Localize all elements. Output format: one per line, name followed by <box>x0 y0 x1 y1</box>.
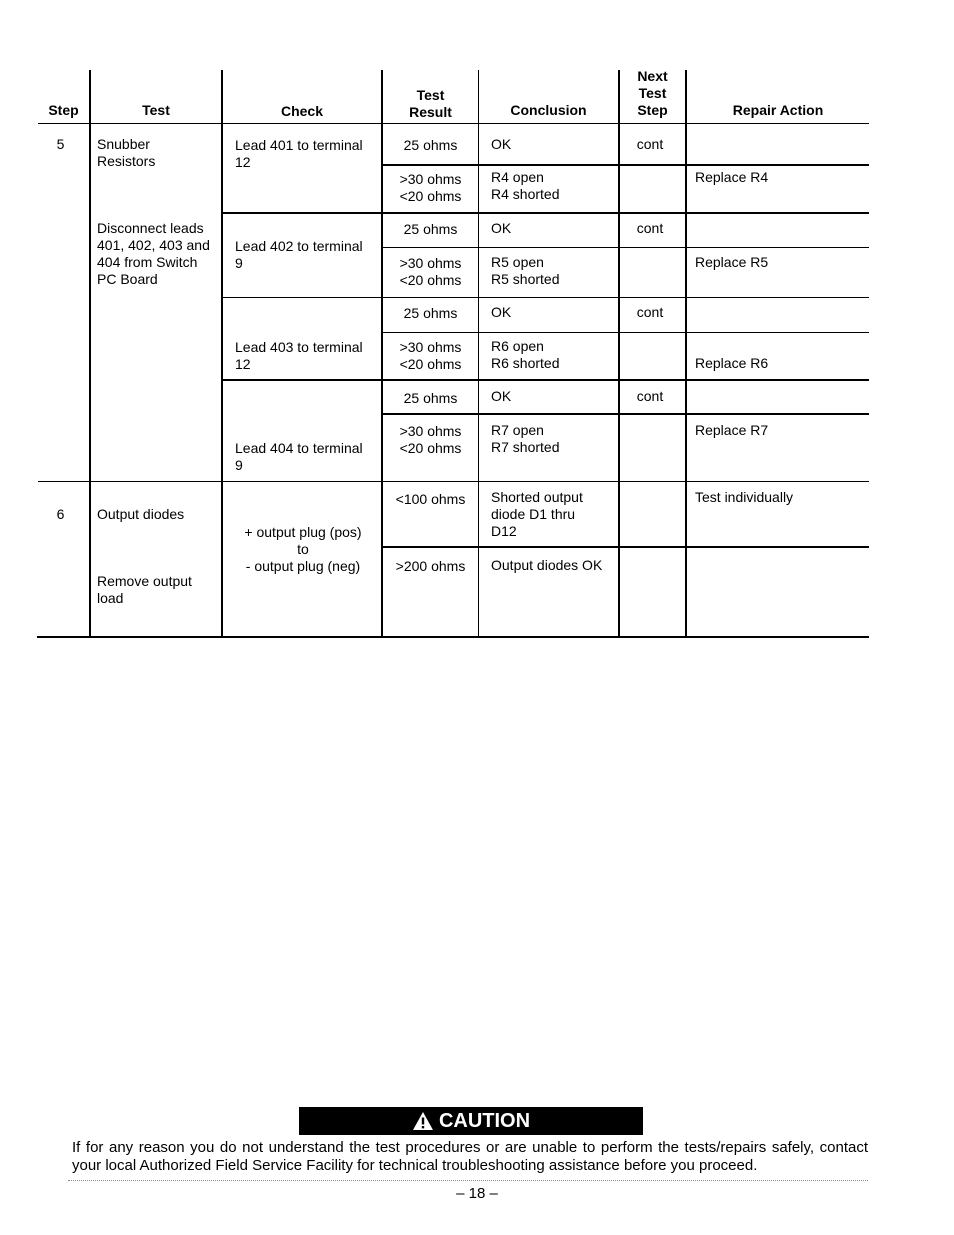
result-cell: >200 ohms <box>395 558 466 574</box>
header-test: Test <box>142 102 170 118</box>
result-cell: >30 ohms <20 ohms <box>399 423 462 456</box>
col-divider <box>618 70 620 638</box>
header-repair-action: Repair Action <box>732 102 824 118</box>
header-conclusion: Conclusion <box>510 102 587 118</box>
check-cell: Lead 401 to terminal 12 <box>235 137 363 170</box>
repair-cell: Test individually <box>695 489 794 505</box>
row-rule <box>38 481 869 482</box>
row-rule <box>221 297 869 298</box>
caution-text: If for any reason you do not understand the test procedures or are unable to perform the tests/repairs safely, contact your local Authorized Field Service Facility for technical troubleshooting assistance before you proceed. <box>72 1139 868 1174</box>
test-note: Remove output load <box>97 573 192 606</box>
warning-icon <box>412 1111 434 1131</box>
next-step-cell: cont <box>636 220 664 236</box>
test-note: Disconnect leads 401, 402, 403 and 404 from Switch PC Board <box>97 220 210 287</box>
header-test-result: Test Result <box>409 87 452 120</box>
header-step: Step <box>48 102 79 118</box>
row-rule <box>381 332 869 333</box>
header-next-step: Next Test Step <box>637 68 668 118</box>
conclusion-cell: R6 open R6 shorted <box>491 338 560 371</box>
result-cell: >30 ohms <20 ohms <box>399 255 462 288</box>
step-number: 6 <box>56 506 65 522</box>
col-divider <box>89 70 91 638</box>
conclusion-cell: R4 open R4 shorted <box>491 169 560 202</box>
result-cell: <100 ohms <box>395 491 466 507</box>
result-cell: 25 ohms <box>403 305 458 321</box>
test-name: Output diodes <box>97 506 185 522</box>
next-step-cell: cont <box>636 304 664 320</box>
result-cell: >30 ohms <20 ohms <box>399 339 462 372</box>
header-rule <box>38 123 869 124</box>
check-cell: + output plug (pos) to - output plug (neg) <box>244 524 362 574</box>
footer-divider <box>68 1180 868 1181</box>
conclusion-cell: R5 open R5 shorted <box>491 254 560 287</box>
result-cell: 25 ohms <box>403 221 458 237</box>
col-divider <box>685 70 687 638</box>
caution-title: CAUTION <box>438 1109 531 1132</box>
table-bottom-rule <box>37 636 869 638</box>
check-cell: Lead 404 to terminal 9 <box>235 440 363 473</box>
conclusion-cell: Output diodes OK <box>491 557 603 573</box>
row-rule <box>381 164 869 166</box>
conclusion-cell: OK <box>491 304 512 320</box>
caution-banner <box>299 1107 643 1135</box>
row-rule <box>381 413 869 415</box>
row-rule <box>221 212 869 214</box>
next-step-cell: cont <box>636 136 664 152</box>
header-check: Check <box>280 103 324 119</box>
repair-cell: Replace R6 <box>695 355 769 371</box>
row-rule <box>381 546 869 548</box>
result-cell: >30 ohms <20 ohms <box>399 171 462 204</box>
row-rule <box>221 379 869 381</box>
next-step-cell: cont <box>636 388 664 404</box>
col-divider <box>478 70 479 638</box>
row-rule <box>381 247 869 248</box>
conclusion-cell: Shorted output diode D1 thru D12 <box>491 489 583 539</box>
conclusion-cell: R7 open R7 shorted <box>491 422 560 455</box>
conclusion-cell: OK <box>491 220 512 236</box>
step-number: 5 <box>56 136 65 152</box>
page-number: – 18 – <box>456 1185 498 1202</box>
repair-cell: Replace R7 <box>695 422 769 438</box>
check-cell: Lead 403 to terminal 12 <box>235 339 363 372</box>
repair-cell: Replace R5 <box>695 254 769 270</box>
repair-cell: Replace R4 <box>695 169 769 185</box>
conclusion-cell: OK <box>491 136 512 152</box>
conclusion-cell: OK <box>491 388 512 404</box>
check-cell: Lead 402 to terminal 9 <box>235 238 363 271</box>
test-name: Snubber Resistors <box>97 136 156 169</box>
result-cell: 25 ohms <box>403 137 458 153</box>
result-cell: 25 ohms <box>403 390 458 406</box>
